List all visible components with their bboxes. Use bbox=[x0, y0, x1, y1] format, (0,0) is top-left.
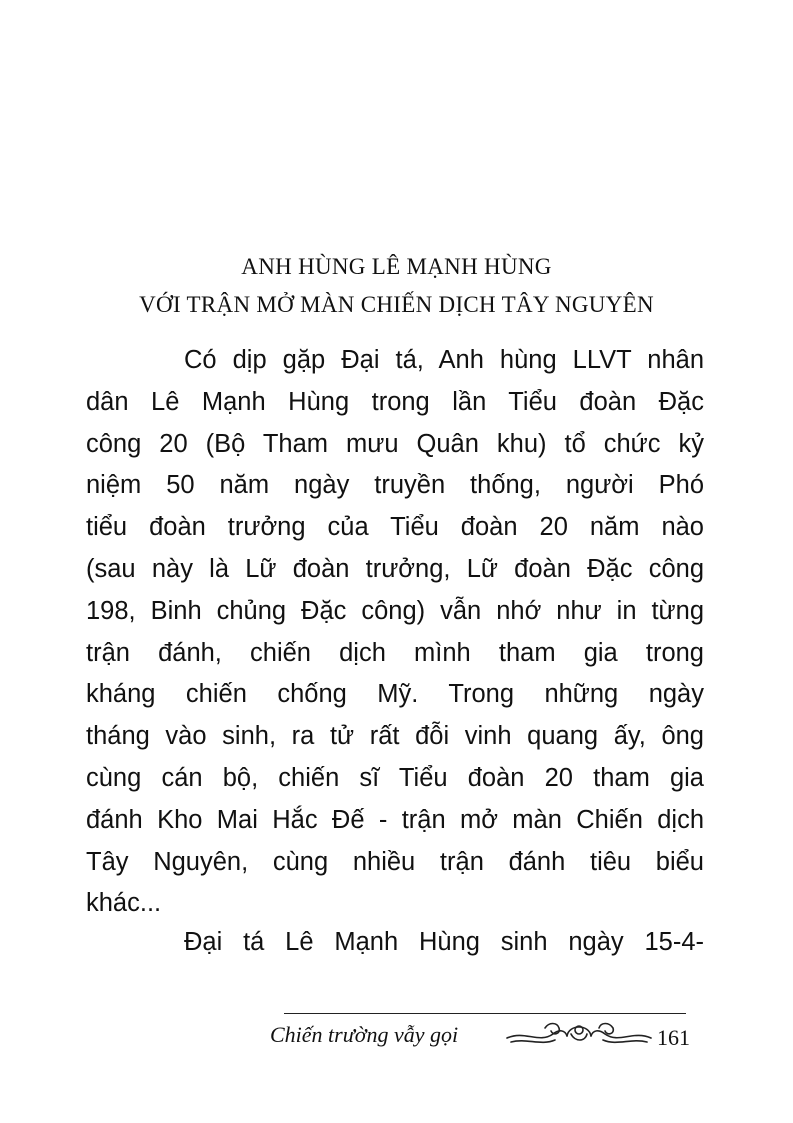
paragraph-2: Đại tá Lê Mạnh Hùng sinh ngày 15-4- bbox=[184, 928, 704, 956]
paragraph-line: tháng vào sinh, ra tử rất đỗi vinh quang ấy, ông bbox=[86, 722, 704, 751]
paragraph-line: tiểu đoàn trưởng của Tiểu đoàn 20 năm nào bbox=[86, 513, 704, 542]
paragraph-line: niệm 50 năm ngày truyền thống, người Phó bbox=[86, 471, 704, 500]
paragraph-line: dân Lê Mạnh Hùng trong lần Tiểu đoàn Đặc bbox=[86, 387, 704, 416]
paragraph-1 bbox=[86, 340, 704, 925]
footer-rule bbox=[284, 1013, 686, 1014]
paragraph-line: 198, Binh chủng Đặc công) vẫn nhớ như in từng bbox=[86, 596, 704, 625]
paragraph-line: Có dịp gặp Đại tá, Anh hùng LLVT nhân bbox=[184, 346, 704, 374]
footer-book-title: Chiến trường vẫy gọi bbox=[270, 1022, 459, 1047]
paragraph-line: (sau này là Lữ đoàn trưởng, Lữ đoàn Đặc công bbox=[86, 554, 704, 583]
paragraph-line: kháng chiến chống Mỹ. Trong những ngày bbox=[86, 680, 704, 709]
paragraph-line: cùng cán bộ, chiến sĩ Tiểu đoàn 20 tham gia bbox=[86, 763, 704, 792]
scroll-flourish-icon bbox=[505, 1018, 653, 1050]
paragraph-line: công 20 (Bộ Tham mưu Quân khu) tổ chức kỷ bbox=[86, 429, 704, 458]
chapter-heading-line-2: VỚI TRẬN MỞ MÀN CHIẾN DỊCH TÂY NGUYÊN bbox=[139, 292, 654, 317]
page-number: 161 bbox=[657, 1025, 690, 1050]
paragraph-line: đánh Kho Mai Hắc Đế - trận mở màn Chiến dịch bbox=[86, 805, 704, 834]
chapter-heading-line-1: ANH HÙNG LÊ MẠNH HÙNG bbox=[241, 254, 552, 279]
paragraph-line: Tây Nguyên, cùng nhiều trận đánh tiêu biểu bbox=[86, 847, 704, 876]
paragraph-line: khác... bbox=[86, 889, 162, 918]
paragraph-line: trận đánh, chiến dịch mình tham gia trong bbox=[86, 638, 704, 667]
